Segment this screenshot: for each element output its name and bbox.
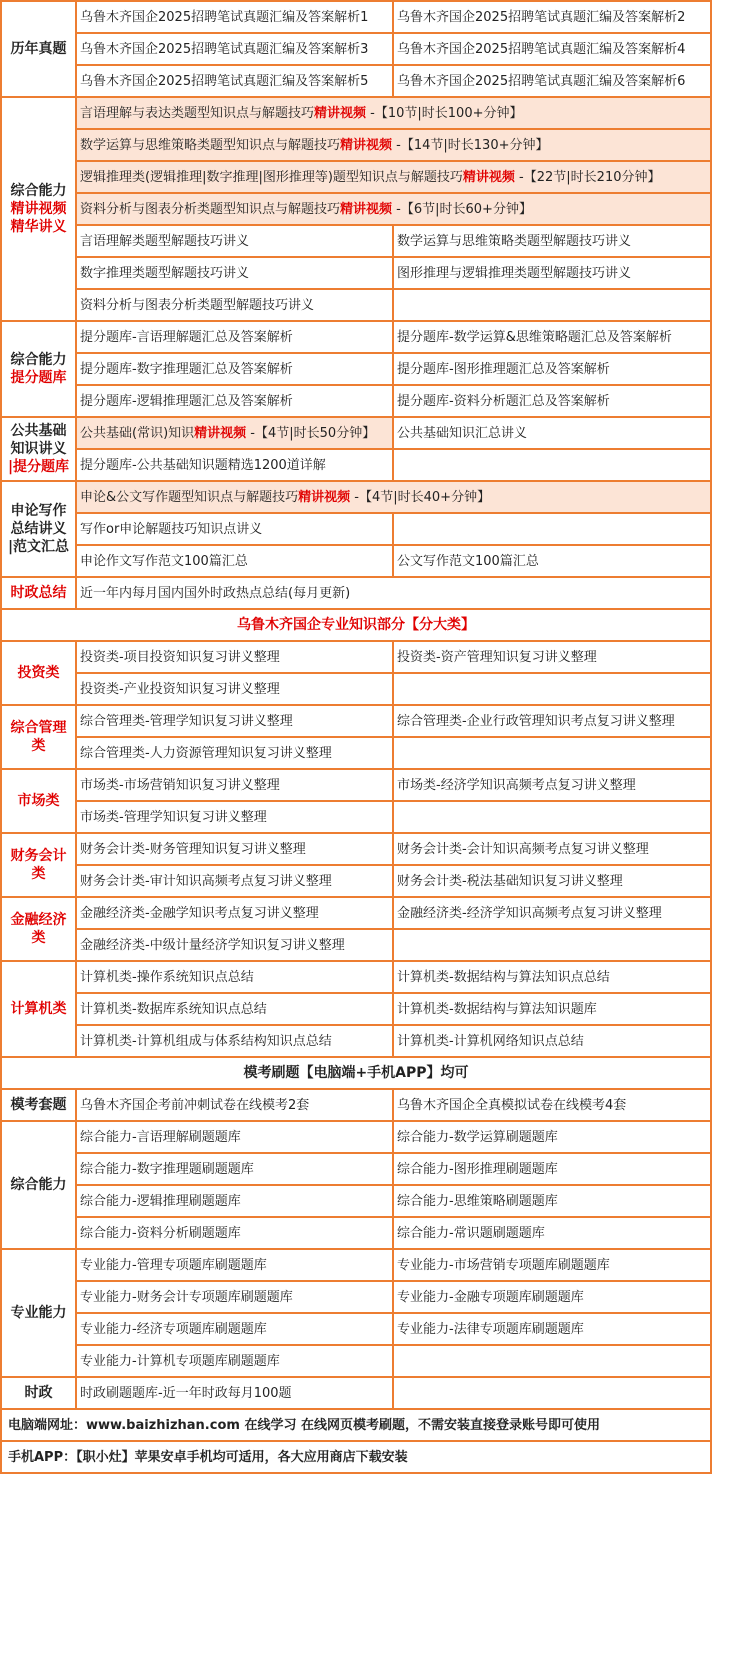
list-item[interactable]: 乌鲁木齐国企2025招聘笔试真题汇编及答案解析2 (393, 1, 711, 33)
video-highlight: 精讲视频 (194, 425, 247, 441)
list-item[interactable]: 投资类-产业投资知识复习讲义整理 (76, 673, 393, 705)
empty-cell (393, 1345, 711, 1377)
table-row (1, 673, 711, 705)
list-item[interactable]: 申论作文写作范文100篇汇总 (76, 545, 393, 577)
list-item[interactable]: 综合能力-言语理解刷题题库 (76, 1121, 393, 1153)
table-row (1, 289, 711, 321)
video-item[interactable] (76, 417, 393, 449)
category-line-highlight: 提分题库 (10, 370, 67, 386)
category-mock: 模考套题 (1, 1089, 76, 1121)
video-highlight: 精讲视频 (298, 489, 351, 505)
video-title: 逻辑推理类(逻辑推理|数字推理|图形推理等)题型知识点与解题技巧 (80, 169, 463, 185)
category-line: 综合管理 (10, 720, 67, 736)
list-item[interactable]: 综合能力-常识题刷题题库 (393, 1217, 711, 1249)
list-item[interactable]: 财务会计类-审计知识高频考点复习讲义整理 (76, 865, 393, 897)
category-line-highlight: 精讲视频 (10, 201, 67, 217)
table-row (1, 833, 711, 865)
category-video-handouts (1, 97, 76, 321)
category-line: 综合能力 (10, 183, 67, 199)
table-row (1, 33, 711, 65)
list-item[interactable]: 综合能力-逻辑推理刷题题库 (76, 1185, 393, 1217)
section-header-mock: 模考刷题【电脑端+手机APP】均可 (1, 1057, 711, 1089)
category-line: 申论写作 (10, 503, 67, 519)
footer-row (1, 1441, 711, 1473)
video-title: 公共基础(常识)知识 (80, 425, 195, 441)
table-row (1, 385, 711, 417)
list-item[interactable]: 数字推理类题型解题技巧讲义 (76, 257, 393, 289)
section-header-professional: 乌鲁木齐国企专业知识部分【分大类】 (1, 609, 711, 641)
table-row (1, 577, 711, 609)
list-item[interactable]: 乌鲁木齐国企2025招聘笔试真题汇编及答案解析1 (76, 1, 393, 33)
list-item[interactable]: 公共基础知识汇总讲义 (393, 417, 711, 449)
section-header-row (1, 609, 711, 641)
category-line: 公共基础 (10, 423, 67, 439)
list-item[interactable]: 提分题库-言语理解题汇总及答案解析 (76, 321, 393, 353)
list-item[interactable]: 市场类-管理学知识复习讲义整理 (76, 801, 393, 833)
list-item[interactable]: 综合能力-数学运算刷题题库 (393, 1121, 711, 1153)
category-line: 类 (31, 866, 46, 882)
category-line-highlight: 精华讲义 (10, 219, 67, 235)
list-item[interactable]: 综合管理类-管理学知识复习讲义整理 (76, 705, 393, 737)
table-row (1, 1249, 711, 1281)
footer-app[interactable]: 手机APP：【职小灶】苹果安卓手机均可适用，各大应用商店下载安装 (1, 1441, 711, 1473)
list-item[interactable]: 计算机类-数据结构与算法知识点总结 (393, 961, 711, 993)
list-item[interactable]: 金融经济类-中级计量经济学知识复习讲义整理 (76, 929, 393, 961)
category-line: 类 (31, 930, 46, 946)
category-line: 综合能力 (10, 352, 67, 368)
empty-cell (393, 449, 711, 481)
list-item[interactable]: 计算机类-数据结构与算法知识题库 (393, 993, 711, 1025)
video-title: 言语理解与表达类题型知识点与解题技巧 (80, 105, 315, 121)
list-item[interactable]: 专业能力-市场营销专项题库刷题题库 (393, 1249, 711, 1281)
table-row (1, 417, 711, 449)
video-item[interactable] (76, 161, 711, 193)
table-row (1, 929, 711, 961)
category-general-ability: 综合能力 (1, 1121, 76, 1249)
table-row (1, 1313, 711, 1345)
empty-cell (393, 513, 711, 545)
footer-website[interactable]: 电脑端网址：www.baizhizhan.com 在线学习 在线网页模考刷题，不需安装直接登录账号即可使用 (1, 1409, 711, 1441)
list-item[interactable]: 计算机类-计算机网络知识点总结 (393, 1025, 711, 1057)
list-item[interactable]: 近一年内每月国内国外时政热点总结(每月更新) (76, 577, 711, 609)
category-management (1, 705, 76, 769)
video-meta: -【4节|时长40+分钟】 (350, 489, 491, 505)
table-row (1, 801, 711, 833)
list-item[interactable]: 专业能力-计算机专项题库刷题题库 (76, 1345, 393, 1377)
list-item[interactable]: 专业能力-法律专项题库刷题题库 (393, 1313, 711, 1345)
category-public-basics (1, 417, 76, 481)
table-row (1, 257, 711, 289)
video-title: 申论&公文写作题型知识点与解题技巧 (80, 489, 299, 505)
table-row (1, 513, 711, 545)
table-row (1, 1345, 711, 1377)
table-row (1, 1089, 711, 1121)
video-meta: -【4节|时长50分钟】 (246, 425, 376, 441)
category-finance (1, 897, 76, 961)
category-line: 类 (31, 738, 46, 754)
list-item[interactable]: 乌鲁木齐国企2025招聘笔试真题汇编及答案解析5 (76, 65, 393, 97)
table-row (1, 353, 711, 385)
list-item[interactable]: 乌鲁木齐国企全真模拟试卷在线模考4套 (393, 1089, 711, 1121)
list-item[interactable]: 金融经济类-经济学知识高频考点复习讲义整理 (393, 897, 711, 929)
table-row (1, 129, 711, 161)
empty-cell (393, 737, 711, 769)
category-accounting (1, 833, 76, 897)
list-item[interactable]: 财务会计类-税法基础知识复习讲义整理 (393, 865, 711, 897)
list-item[interactable]: 综合管理类-企业行政管理知识考点复习讲义整理 (393, 705, 711, 737)
list-item[interactable]: 投资类-项目投资知识复习讲义整理 (76, 641, 393, 673)
video-title: 数学运算与思维策略类题型知识点与解题技巧 (80, 137, 341, 153)
category-current-affairs: 时政总结 (1, 577, 76, 609)
video-meta: -【6节|时长60+分钟】 (392, 201, 532, 217)
category-question-bank (1, 321, 76, 417)
list-item[interactable]: 计算机类-操作系统知识点总结 (76, 961, 393, 993)
list-item[interactable]: 乌鲁木齐国企2025招聘笔试真题汇编及答案解析3 (76, 33, 393, 65)
category-politics: 时政 (1, 1377, 76, 1409)
table-row (1, 737, 711, 769)
table-row (1, 97, 711, 129)
list-item[interactable]: 专业能力-经济专项题库刷题题库 (76, 1313, 393, 1345)
table-row (1, 449, 711, 481)
list-item[interactable]: 提分题库-公共基础知识题精选1200道详解 (76, 449, 393, 481)
video-meta: -【14节|时长130+分钟】 (392, 137, 549, 153)
list-item[interactable]: 综合能力-图形推理刷题题库 (393, 1153, 711, 1185)
category-line: 财务会计 (10, 848, 67, 864)
list-item[interactable]: 综合管理类-人力资源管理知识复习讲义整理 (76, 737, 393, 769)
list-item[interactable]: 提分题库-数字推理题汇总及答案解析 (76, 353, 393, 385)
table-row (1, 1025, 711, 1057)
list-item[interactable]: 图形推理与逻辑推理类题型解题技巧讲义 (393, 257, 711, 289)
table-row (1, 1281, 711, 1313)
empty-cell (393, 1377, 711, 1409)
list-item[interactable]: 专业能力-金融专项题库刷题题库 (393, 1281, 711, 1313)
list-item[interactable]: 乌鲁木齐国企考前冲刺试卷在线模考2套 (76, 1089, 393, 1121)
category-line-highlight: |提分题库 (7, 459, 70, 475)
video-highlight: 精讲视频 (340, 201, 393, 217)
list-item[interactable]: 投资类-资产管理知识复习讲义整理 (393, 641, 711, 673)
list-item[interactable]: 计算机类-计算机组成与体系结构知识点总结 (76, 1025, 393, 1057)
list-item[interactable]: 综合能力-数字推理题刷题题库 (76, 1153, 393, 1185)
category-line: |范文汇总 (7, 539, 70, 555)
list-item[interactable]: 综合能力-资料分析刷题题库 (76, 1217, 393, 1249)
empty-cell (393, 673, 711, 705)
list-item[interactable]: 资料分析与图表分析类题型解题技巧讲义 (76, 289, 393, 321)
list-item[interactable]: 市场类-市场营销知识复习讲义整理 (76, 769, 393, 801)
list-item[interactable]: 公文写作范文100篇汇总 (393, 545, 711, 577)
list-item[interactable]: 市场类-经济学知识高频考点复习讲义整理 (393, 769, 711, 801)
table-row (1, 161, 711, 193)
video-highlight: 精讲视频 (314, 105, 367, 121)
list-item[interactable]: 专业能力-财务会计专项题库刷题题库 (76, 1281, 393, 1313)
video-item[interactable] (76, 97, 711, 129)
footer-row (1, 1409, 711, 1441)
table-row (1, 897, 711, 929)
table-row (1, 1, 711, 33)
video-item[interactable] (76, 193, 711, 225)
video-meta: -【10节|时长100+分钟】 (366, 105, 523, 121)
category-line: 总结讲义 (10, 521, 67, 537)
table-row (1, 65, 711, 97)
list-item[interactable]: 写作or申论解题技巧知识点讲义 (76, 513, 393, 545)
table-row (1, 193, 711, 225)
video-item[interactable] (76, 129, 711, 161)
list-item[interactable]: 提分题库-数学运算&思维策略题汇总及答案解析 (393, 321, 711, 353)
table-row (1, 1377, 711, 1409)
list-item[interactable]: 提分题库-逻辑推理题汇总及答案解析 (76, 385, 393, 417)
table-row (1, 481, 711, 513)
section-header-row (1, 1057, 711, 1089)
list-item[interactable]: 提分题库-资料分析题汇总及答案解析 (393, 385, 711, 417)
video-highlight: 精讲视频 (462, 169, 515, 185)
category-essay (1, 481, 76, 577)
video-meta: -【22节|时长210分钟】 (514, 169, 661, 185)
table-row (1, 1185, 711, 1217)
category-investment: 投资类 (1, 641, 76, 705)
list-item[interactable]: 财务会计类-会计知识高频考点复习讲义整理 (393, 833, 711, 865)
table-row (1, 1217, 711, 1249)
list-item[interactable]: 财务会计类-财务管理知识复习讲义整理 (76, 833, 393, 865)
list-item[interactable]: 言语理解类题型解题技巧讲义 (76, 225, 393, 257)
list-item[interactable]: 综合能力-思维策略刷题题库 (393, 1185, 711, 1217)
table-row (1, 993, 711, 1025)
table-row (1, 321, 711, 353)
category-computer: 计算机类 (1, 961, 76, 1057)
category-line: 知识讲义 (10, 441, 67, 457)
table-row (1, 545, 711, 577)
video-title: 资料分析与图表分析类题型知识点与解题技巧 (80, 201, 341, 217)
list-item[interactable]: 专业能力-管理专项题库刷题题库 (76, 1249, 393, 1281)
list-item[interactable]: 提分题库-图形推理题汇总及答案解析 (393, 353, 711, 385)
list-item[interactable]: 时政刷题题库-近一年时政每月100题 (76, 1377, 393, 1409)
list-item[interactable]: 金融经济类-金融学知识考点复习讲义整理 (76, 897, 393, 929)
video-item[interactable] (76, 481, 711, 513)
category-line: 金融经济 (10, 912, 67, 928)
video-highlight: 精讲视频 (340, 137, 393, 153)
list-item[interactable]: 乌鲁木齐国企2025招聘笔试真题汇编及答案解析4 (393, 33, 711, 65)
list-item[interactable]: 乌鲁木齐国企2025招聘笔试真题汇编及答案解析6 (393, 65, 711, 97)
table-row (1, 1153, 711, 1185)
table-row (1, 865, 711, 897)
table-row (1, 225, 711, 257)
table-row (1, 961, 711, 993)
empty-cell (393, 929, 711, 961)
category-marketing: 市场类 (1, 769, 76, 833)
table-row (1, 705, 711, 737)
list-item[interactable]: 数学运算与思维策略类题型解题技巧讲义 (393, 225, 711, 257)
category-professional-ability: 专业能力 (1, 1249, 76, 1377)
table-row (1, 641, 711, 673)
table-row (1, 769, 711, 801)
empty-cell (393, 289, 711, 321)
list-item[interactable]: 计算机类-数据库系统知识点总结 (76, 993, 393, 1025)
category-past-exams: 历年真题 (1, 1, 76, 97)
empty-cell (393, 801, 711, 833)
table-row (1, 1121, 711, 1153)
